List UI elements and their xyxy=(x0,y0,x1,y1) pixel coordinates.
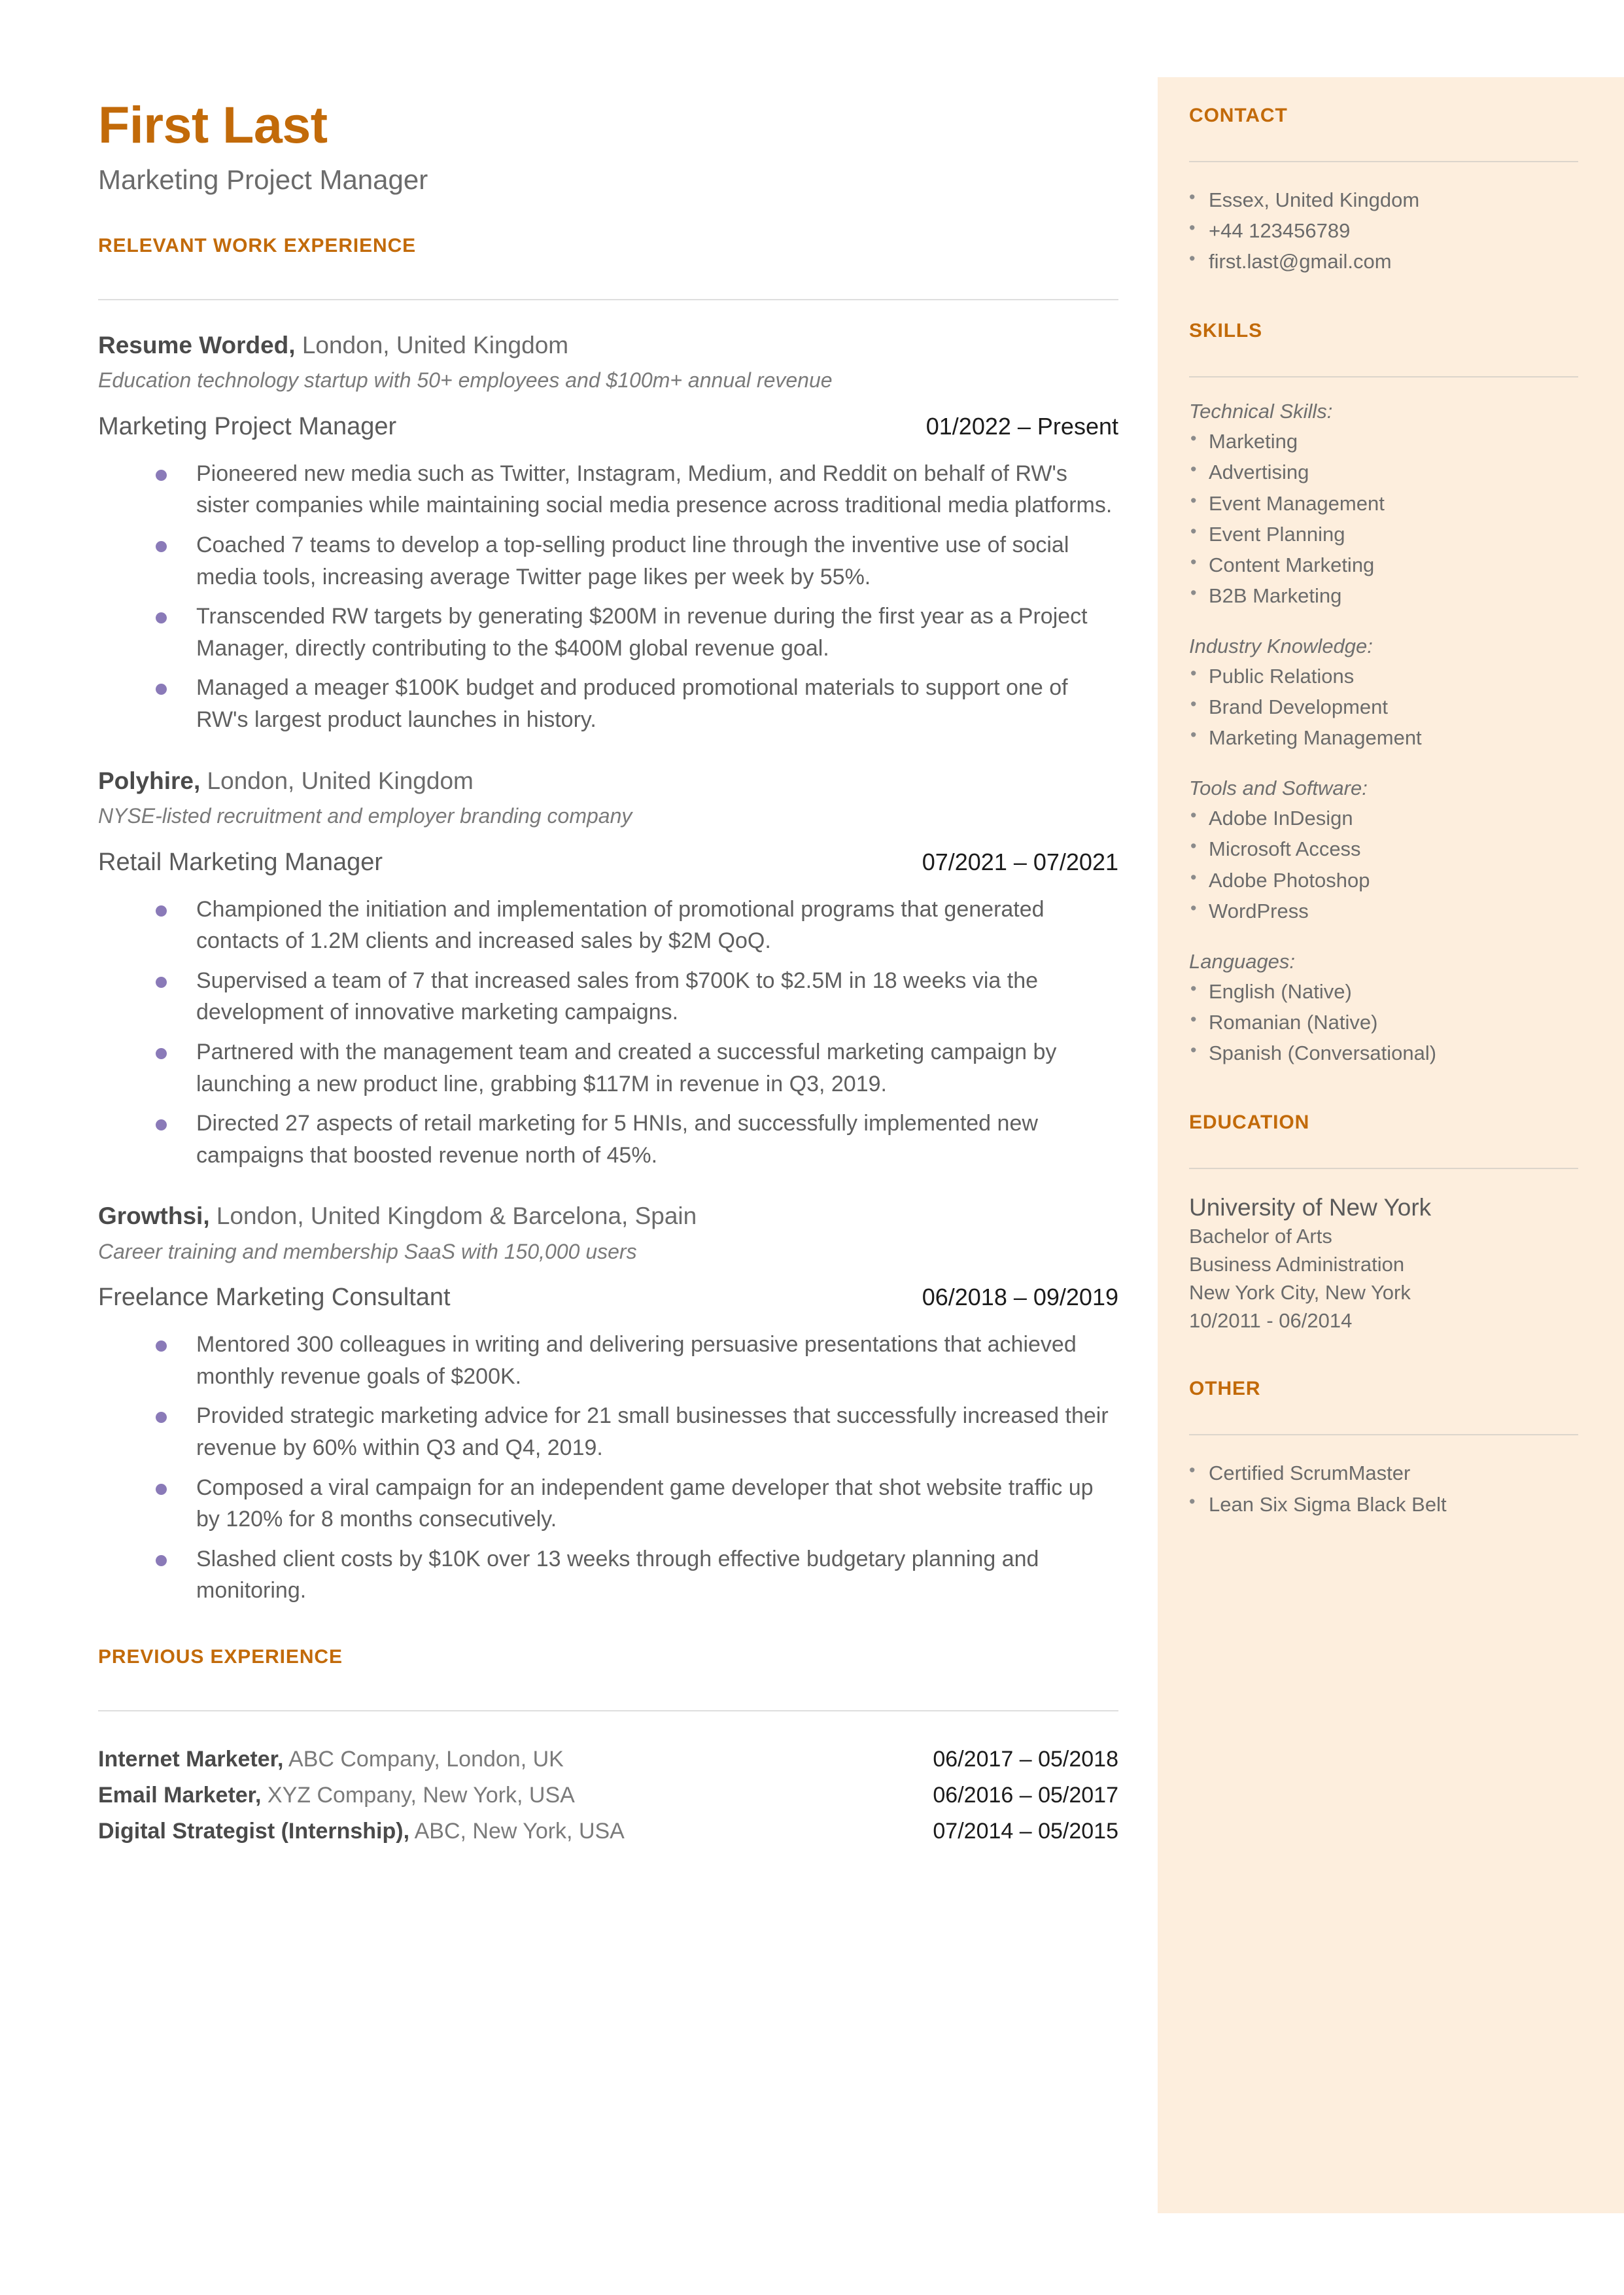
job-bullet: Coached 7 teams to develop a top-selling product line through the inventive use of social media tools, increasing average Twitter page likes per week by 55%. xyxy=(156,529,1118,593)
job-bullet: Mentored 300 colleagues in writing and delivering persuasive presentations that achieved monthly revenue goals of $200K. xyxy=(156,1329,1118,1392)
skill-item: • Brand Development xyxy=(1189,692,1578,722)
skill-group-label: Languages: xyxy=(1189,949,1296,973)
job-title: Marketing Project Manager xyxy=(98,412,397,440)
skill-group xyxy=(1189,400,1578,611)
job-entry xyxy=(98,766,1118,1172)
previous-experience-row xyxy=(98,1813,1118,1849)
skill-item: • B2B Marketing xyxy=(1189,580,1578,611)
skill-group-label: Industry Knowledge: xyxy=(1189,634,1373,657)
job-bullet: Partnered with the management team and created a successful marketing campaign by launching a new product line, grabbing $117M in revenue in Q3, 2019. xyxy=(156,1036,1118,1100)
education-field: Business Administration xyxy=(1189,1253,1405,1276)
job-bullet: Managed a meager $100K budget and produced promotional materials to support one of RW's largest product launches in history. xyxy=(156,672,1118,735)
education-location: New York City, New York xyxy=(1189,1280,1411,1304)
job-bullet: Directed 27 aspects of retail marketing for 5 HNIs, and successfully implemented new campaigns that boosted revenue north of 45%. xyxy=(156,1108,1118,1171)
sidebar-other-heading: OTHER xyxy=(1189,1378,1261,1400)
job-company xyxy=(98,1201,1118,1231)
job-title: Freelance Marketing Consultant xyxy=(98,1284,451,1312)
skill-item: • Advertising xyxy=(1189,457,1578,487)
previous-experience-list xyxy=(98,1742,1118,1849)
previous-role-company: ABC Company, London, UK xyxy=(283,1747,564,1772)
skill-item: • Content Marketing xyxy=(1189,550,1578,580)
candidate-name: First Last xyxy=(98,96,328,154)
sidebar-skills-heading: SKILLS xyxy=(1189,320,1263,342)
job-title-row xyxy=(98,1284,1118,1312)
sidebar-contact-heading: CONTACT xyxy=(1189,105,1288,126)
previous-role-title: Internet Marketer, xyxy=(98,1747,284,1772)
contact-item: • Essex, United Kingdom xyxy=(1189,184,1578,215)
divider xyxy=(1189,1434,1578,1435)
skill-item: • Romanian (Native) xyxy=(1189,1007,1578,1038)
previous-experience-row xyxy=(98,1742,1118,1778)
job-bullet: Pioneered new media such as Twitter, Instagram, Medium, and Reddit on behalf of RW's sister companies while maintaining social media presence across traditional media platforms. xyxy=(156,458,1118,521)
sidebar xyxy=(1158,77,1624,2213)
job-company xyxy=(98,330,1118,360)
job-title: Retail Marketing Manager xyxy=(98,848,383,876)
job-company-location: London, United Kingdom xyxy=(295,331,569,359)
previous-role xyxy=(98,1778,575,1813)
job-bullet: Transcended RW targets by generating $200M in revenue during the first year as a Project Manager, directly contributing to the $400M global revenue goal. xyxy=(156,601,1118,664)
previous-role-title: Email Marketer, xyxy=(98,1783,262,1808)
job-dates: 07/2021 – 07/2021 xyxy=(922,848,1118,875)
skill-item: • Adobe Photoshop xyxy=(1189,865,1578,896)
job-bullet: Provided strategic marketing advice for 21 small businesses that successfully increased their revenue by 60% within Q3 and Q4, 2019. xyxy=(156,1400,1118,1463)
contact-list xyxy=(1189,184,1578,277)
skill-item: • English (Native) xyxy=(1189,976,1578,1007)
job-company-name: Polyhire, xyxy=(98,767,201,794)
job-company-name: Growthsi, xyxy=(98,1202,210,1230)
section-heading-relevant-experience: RELEVANT WORK EXPERIENCE xyxy=(98,234,417,256)
job-entry xyxy=(98,1201,1118,1607)
skill-group-items xyxy=(1189,661,1578,753)
job-company-description: Education technology startup with 50+ employees and $100m+ annual revenue xyxy=(98,368,833,393)
candidate-headline: Marketing Project Manager xyxy=(98,164,428,195)
job-bullets xyxy=(98,1329,1118,1607)
job-company-name: Resume Worded, xyxy=(98,331,296,359)
main-column xyxy=(98,98,1118,1849)
divider xyxy=(1189,376,1578,377)
job-company-location: London, United Kingdom xyxy=(200,767,474,794)
job-dates: 06/2018 – 09/2019 xyxy=(922,1284,1118,1311)
job-title-row xyxy=(98,413,1118,441)
job-company xyxy=(98,766,1118,796)
job-bullet: Supervised a team of 7 that increased sales from $700K to $2.5M in 18 weeks via the development of innovative marketing campaigns. xyxy=(156,965,1118,1028)
skill-group-label: Tools and Software: xyxy=(1189,777,1368,800)
education-entry xyxy=(1189,1193,1578,1335)
job-bullets xyxy=(98,458,1118,736)
jobs-list xyxy=(98,330,1118,1607)
skill-group-label: Technical Skills: xyxy=(1189,400,1333,423)
skill-group xyxy=(1189,777,1578,926)
job-company-location: London, United Kingdom & Barcelona, Spain xyxy=(209,1202,697,1230)
divider xyxy=(1189,161,1578,162)
contact-item: • +44 123456789 xyxy=(1189,215,1578,246)
previous-role xyxy=(98,1813,625,1849)
previous-role-dates: 06/2017 – 05/2018 xyxy=(933,1747,1118,1772)
job-bullet: Slashed client costs by $10K over 13 weeks through effective budgetary planning and monitoring. xyxy=(156,1543,1118,1607)
skill-group-items xyxy=(1189,976,1578,1068)
skill-group xyxy=(1189,950,1578,1068)
contact-item: • first.last@gmail.com xyxy=(1189,246,1578,277)
previous-role-company: ABC, New York, USA xyxy=(409,1819,625,1844)
job-company-description: NYSE-listed recruitment and employer branding company xyxy=(98,803,632,828)
skill-item: • Event Planning xyxy=(1189,519,1578,550)
skill-item: • Public Relations xyxy=(1189,661,1578,692)
divider xyxy=(98,1710,1118,1711)
job-company-description: Career training and membership SaaS with 150,000 users xyxy=(98,1239,637,1263)
education-dates: 10/2011 - 06/2014 xyxy=(1189,1308,1353,1332)
previous-experience-row xyxy=(98,1778,1118,1813)
skill-item: • WordPress xyxy=(1189,896,1578,926)
previous-role-dates: 07/2014 – 05/2015 xyxy=(933,1819,1118,1844)
skill-group-items xyxy=(1189,426,1578,611)
divider xyxy=(1189,1168,1578,1169)
skill-groups xyxy=(1189,400,1578,1068)
skill-item: • Adobe InDesign xyxy=(1189,803,1578,833)
skill-item: • Event Management xyxy=(1189,488,1578,519)
skill-item: • Spanish (Conversational) xyxy=(1189,1038,1578,1068)
previous-role xyxy=(98,1742,564,1778)
previous-role-title: Digital Strategist (Internship), xyxy=(98,1819,410,1844)
sidebar-education-heading: EDUCATION xyxy=(1189,1112,1310,1134)
skill-group-items xyxy=(1189,803,1578,926)
job-entry xyxy=(98,330,1118,736)
skill-group xyxy=(1189,635,1578,753)
skill-item: • Marketing Management xyxy=(1189,722,1578,753)
job-dates: 01/2022 – Present xyxy=(925,412,1118,440)
other-item: • Lean Six Sigma Black Belt xyxy=(1189,1489,1578,1520)
job-bullet: Championed the initiation and implementation of promotional programs that generated contacts of 1.2M clients and increased sales by $2M QoQ. xyxy=(156,894,1118,957)
other-list xyxy=(1189,1458,1578,1519)
previous-role-dates: 06/2016 – 05/2017 xyxy=(933,1783,1118,1808)
section-heading-previous-experience: PREVIOUS EXPERIENCE xyxy=(98,1646,343,1668)
skill-item: • Marketing xyxy=(1189,426,1578,457)
divider xyxy=(98,299,1118,300)
job-title-row xyxy=(98,849,1118,877)
job-bullet: Composed a viral campaign for an independent game developer that shot website traffic up by 120% for 8 months consecutively. xyxy=(156,1472,1118,1535)
job-bullets xyxy=(98,894,1118,1172)
education-school: University of New York xyxy=(1189,1194,1432,1221)
skill-item: • Microsoft Access xyxy=(1189,833,1578,864)
education-degree: Bachelor of Arts xyxy=(1189,1225,1332,1248)
previous-role-company: XYZ Company, New York, USA xyxy=(261,1783,575,1808)
other-item: • Certified ScrumMaster xyxy=(1189,1458,1578,1488)
